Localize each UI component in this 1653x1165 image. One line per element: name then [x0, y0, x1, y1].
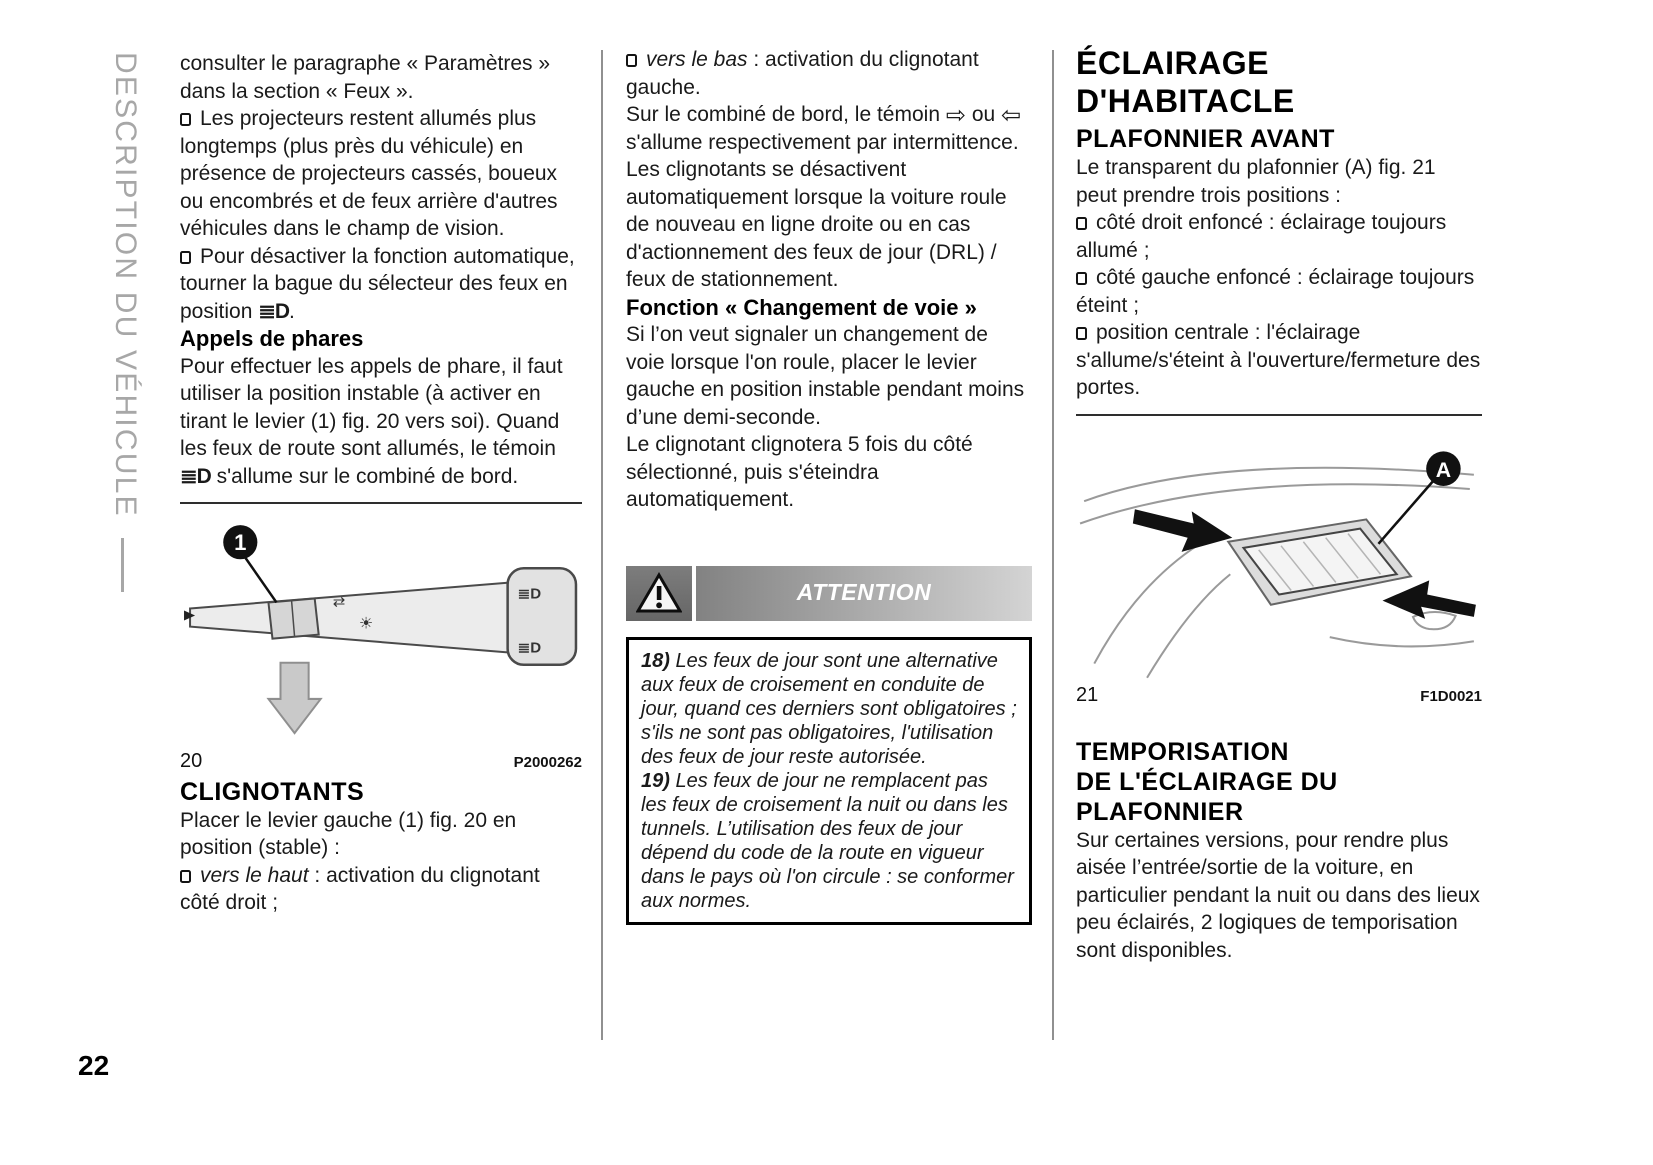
paragraph-temoin [626, 101, 1032, 156]
text: s'allume sur le combiné de bord. [216, 464, 519, 488]
bullet-item-position-centrale [1076, 319, 1482, 402]
bullet-item-vers-le-haut [180, 862, 582, 917]
roofline [1084, 467, 1474, 500]
callout-label: A [1435, 457, 1452, 482]
heading-temporisation [1076, 737, 1482, 827]
bullet-square-icon [180, 870, 191, 883]
bullet-square-icon [1076, 272, 1087, 285]
turn-signal-left-icon: ⇦ [1001, 102, 1022, 129]
figure-number: 21 [1076, 684, 1099, 707]
low-beam-icon: ≣D [258, 299, 289, 323]
column-middle [626, 46, 1032, 925]
stalk-icon-turn: ⇄ [332, 593, 346, 611]
paragraph-appels [180, 353, 582, 491]
stalk-arm [190, 582, 512, 652]
chapter-sidebar-title: DESCRIPTION DU VÉHICULE [109, 52, 142, 518]
paragraph-temporisation: Sur certaines versions, pour rendre plus aisée l’entrée/sortie de la voiture, en particulier pendant la nuit ou dans des lieux peu éclairés, 2 logiques de temporisation sont disponibles. [1076, 828, 1480, 962]
high-beam-icon: ≣D [180, 464, 211, 488]
figure-code: P2000262 [513, 754, 582, 772]
bullet-text: côté droit enfoncé : éclairage toujours allumé ; [1076, 211, 1447, 262]
column-right [1076, 44, 1482, 964]
paragraph-changement-2: Le clignotant clignotera 5 fois du côté sélectionné, puis s'éteindra automatiquement. [626, 433, 973, 511]
attention-title: ATTENTION [696, 566, 1032, 621]
paragraph-intro: consulter le paragraphe « Paramètres » dans la section « Feux ». [180, 52, 551, 103]
notes-box [626, 637, 1032, 925]
fig21-image [1076, 422, 1482, 681]
turn-signal-right-icon: ⇨ [945, 102, 966, 129]
bullet-square-icon [626, 54, 637, 67]
heading-changement-de-voie: Fonction « Changement de voie » [626, 294, 977, 320]
note-19 [641, 769, 1017, 913]
heading-temporisation-line: TEMPORISATION [1076, 737, 1289, 766]
section-title-line: ÉCLAIRAGE [1076, 45, 1269, 81]
note-text: Les feux de jour sont une alternative aux feux de croisement en conduite de jour, quand ces derniers sont obligatoires ; s'ils ne sont pas obligatoires, l'utilisation des feux de jour reste autorisée. [641, 649, 1017, 768]
attention-header [626, 566, 1032, 621]
figure-rule [180, 502, 582, 504]
bullet-text: position centrale : l'éclairage s'allume/s'éteint à l'ouverture/fermeture des portes. [1076, 321, 1481, 399]
bullet-square-icon [180, 113, 191, 126]
paragraph-clignotants: Placer le levier gauche (1) fig. 20 en position (stable) : [180, 808, 517, 860]
paragraph-changement-1: Si l’on veut signaler un changement de voie lorsque l'on roule, placer le levier gauche en position instable pendant moins d’une demi-seconde. [626, 323, 1025, 429]
column-left [180, 50, 582, 917]
figure-code: F1D0021 [1420, 688, 1482, 706]
bullet-text: : activation du clignotant côté droit ; [180, 863, 540, 915]
headliner-line [1330, 637, 1474, 646]
heading-temporisation-line: DE L'ÉCLAIRAGE DU [1076, 767, 1338, 796]
warning-triangle-icon [636, 572, 682, 614]
bullet-item-cote-gauche [1076, 264, 1482, 319]
paragraph-desactivation: Les clignotants se désactivent automatiquement lorsque la voiture roule de nouveau en ligne droite ou en cas d'actionnement des feux de jour (DRL) / feux de stationnement. [626, 158, 1007, 291]
note-number: 18) [641, 649, 670, 672]
bullet-lead: vers le bas [646, 48, 748, 71]
fig20-image [180, 510, 582, 746]
text: Sur le combiné de bord, le témoin [626, 103, 941, 126]
bullet-text-end: . [289, 299, 295, 323]
heading-plafonnier-avant: PLAFONNIER AVANT [1076, 125, 1335, 153]
bullet-text: Les projecteurs restent allumés plus longtemps (plus près du véhicule) en présence de projecteurs cassés, boueux ou encombrés et de feux arrière d'autres véhicules dans le champ de vision. [180, 107, 558, 240]
section-title-line: D'HABITACLE [1076, 83, 1295, 119]
text: Pour effectuer les appels de phare, il faut utiliser la position instable (à activer en tirant le levier (1) fig. 20 vers soi). Quand les feux de route sont allumés, le témoin [180, 354, 563, 460]
bullet-item-vers-le-bas [626, 46, 1032, 101]
bullet-text: : activation du clignotant gauche. [626, 48, 979, 99]
bullet-square-icon [180, 251, 191, 264]
callout-leader [1378, 480, 1433, 543]
warning-icon-box [626, 566, 692, 621]
note-text: Les feux de jour ne remplacent pas les feux de croisement la nuit ou dans les tunnels. L’utilisation des feux de jour dépend du code de la route en vigueur dans le pays où l'on circule : se conformer aux normes. [641, 769, 1014, 912]
down-block-arrow [268, 663, 320, 733]
bullet-text: côté gauche enfoncé : éclairage toujours éteint ; [1076, 266, 1475, 317]
heading-clignotants: CLIGNOTANTS [180, 777, 365, 806]
heading-temporisation-line: PLAFONNIER [1076, 797, 1244, 826]
bullet-lead: vers le haut [200, 863, 309, 887]
paragraph-transparent: Le transparent du plafonnier (A) fig. 21 peut prendre trois positions : [1076, 156, 1436, 207]
fig20-caption [180, 748, 582, 777]
figure-rule [1076, 414, 1482, 416]
knob-icon-beam-top: ≣D [517, 585, 542, 603]
pillar-line [1147, 574, 1230, 678]
column-divider-right [1052, 50, 1054, 1040]
fig21-caption [1076, 682, 1482, 711]
note-number: 19) [641, 769, 670, 792]
bullet-square-icon [1076, 217, 1087, 230]
bullet-text: Pour désactiver la fonction automatique, tourner la bague du sélecteur des feux en position [180, 244, 575, 323]
press-arrow-left [1133, 509, 1232, 552]
section-title [1076, 44, 1482, 120]
bullet-item-cote-droit [1076, 209, 1482, 264]
text: ou [971, 103, 996, 126]
stalk-icon-light: ☀ [358, 614, 374, 633]
note-18 [641, 649, 1017, 769]
knob-icon-beam-bottom: ≣D [517, 639, 542, 657]
column-divider-left [601, 50, 603, 1040]
sidebar-rule [121, 538, 124, 592]
bullet-item-desactiver [180, 243, 582, 326]
figure-number: 20 [180, 750, 203, 773]
bullet-item-projecteurs [180, 105, 582, 243]
callout-leader [244, 556, 276, 602]
pillar-line [1094, 543, 1200, 663]
bullet-square-icon [1076, 327, 1087, 340]
text: s'allume respectivement par intermittence. [626, 130, 1019, 154]
heading-appels-de-phares: Appels de phares [180, 326, 364, 351]
page-number: 22 [78, 1050, 110, 1081]
callout-label: 1 [234, 530, 247, 556]
